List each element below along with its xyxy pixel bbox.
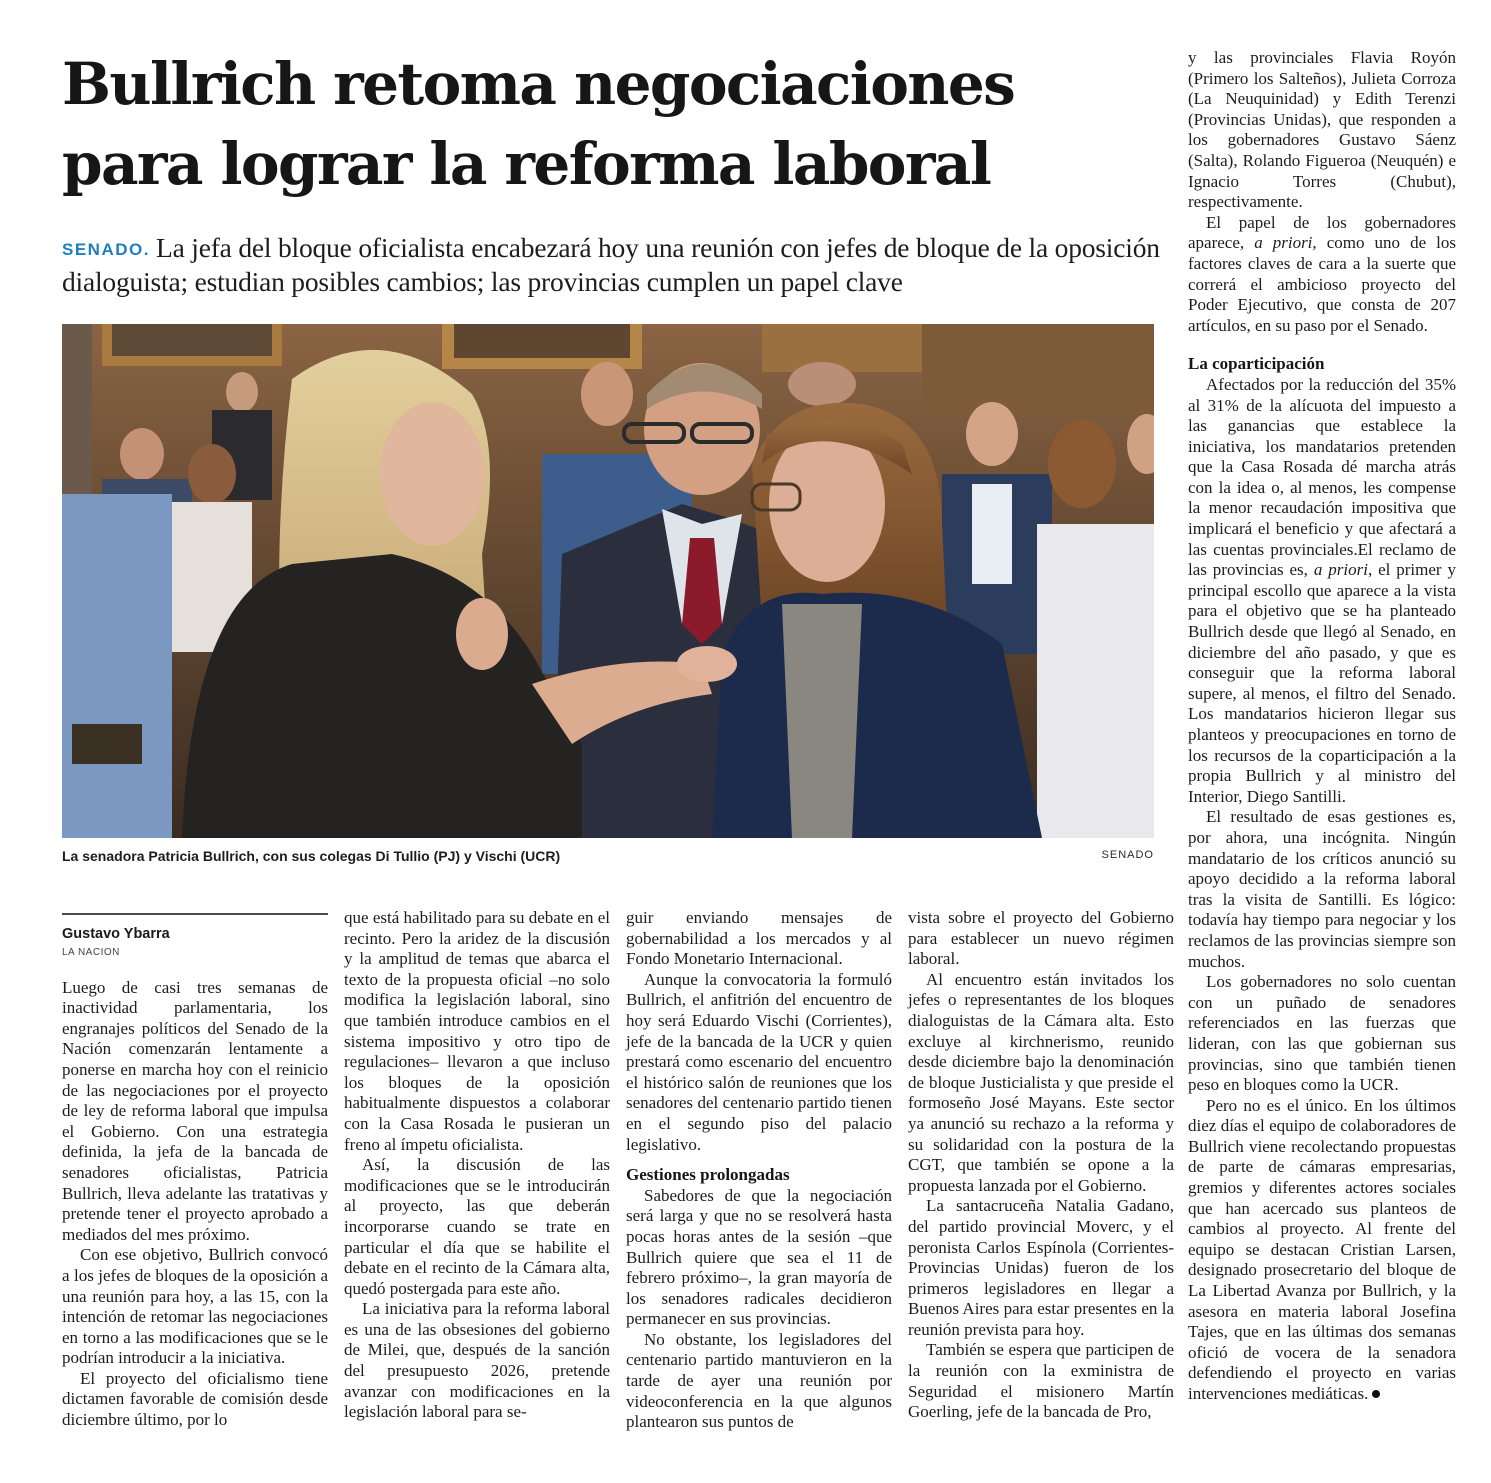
paragraph	[1188, 375, 1456, 807]
paragraph: Con ese objetivo, Bullrich convocó a los jefes de bloques de la oposición a una reunión para hoy, a las 15, con la intención de retomar las negociaciones en torno a las modificaciones que se le podrían introducir a la iniciativa.	[62, 1245, 328, 1368]
photo-illustration	[62, 324, 1154, 838]
text-run: Afectados por la reducción del 35% al 31% de la alícuota del impuesto a las ganancias que establece la iniciativa, los mandatarios pretenden que la Casa Rosada dé marcha atrás con la idea o, al menos, les compense la menor recaudación impositiva que implicará el beneficio y que afectará a las cuentas provinciales.El reclamo de las provincias es,	[1188, 374, 1456, 580]
paragraph: Aunque la convocatoria la formuló Bullrich, el anfitrión del encuentro de hoy será Eduardo Vischi (Corrientes), jefe de la bancada de la UCR y quien prestará como escenario del encuentro el histórico salón de reuniones que los senadores del centenario partido tienen en el segundo piso del palacio legislativo.	[626, 969, 892, 1154]
byline-rule	[62, 913, 328, 915]
paragraph: Sabedores de que la negociación será larga y que no se resolverá hasta pocas horas antes de la sesión –que Bullrich quiere que sea el 11 de febrero próximo–, la gran mayoría de los senadores radicales decidieron permanecer en sus provincias.	[626, 1185, 892, 1329]
headline-line-1: Bullrich retoma negociaciones	[62, 50, 1015, 118]
headline-line-2: para lograr la reforma laboral	[62, 130, 991, 198]
end-mark-icon	[1372, 1390, 1380, 1398]
body-column-3	[626, 908, 892, 1433]
paragraph: vista sobre el proyecto del Gobierno para establecer un nuevo régimen laboral.	[908, 908, 1174, 969]
deck-text: La jefa del bloque oficialista encabezará hoy una reunión con jefes de bloque de la oposición dialoguista; estudian posibles cambios; las provincias cumplen un papel clave	[62, 232, 1160, 297]
paragraph: Los gobernadores no solo cuentan con un puñado de senadores referenciados en las fuerzas que lideran, con las que gobiernan sus provincias, sino que también tienen peso en bloques como la UCR.	[1188, 972, 1456, 1095]
paragraph	[1188, 1096, 1456, 1405]
paragraph: El resultado de esas gestiones es, por ahora, una incógnita. Ningún mandatario de los críticos anunció su apoyo decidido a la reforma laboral tras la visita de Santilli. Es lógico: todavía hay tiempo para negociar y los reclamos de las provincias siempre son muchos.	[1188, 807, 1456, 971]
section-tag: SENADO.	[62, 240, 150, 259]
author-source: LA NACION	[62, 947, 120, 958]
photo-caption: La senadora Patricia Bullrich, con sus colegas Di Tullio (PJ) y Vischi (UCR)	[62, 848, 561, 864]
text-run: Pero no es el único. En los últimos diez días el equipo de colaboradores de Bullrich viene recolectando propuestas de parte de cámaras empresarias, gremios y diferentes actores sociales que han acercado sus planteos de cambios al proyecto. Al frente del equipo se destacan Cristian Larsen, designado prosecretario del bloque de La Libertad Avanza por Bullrich, y la asesora en materia laboral Josefina Tajes, que en las últimas dos semanas ofició de vocera de la senadora defendiendo el proyecto en varias intervenciones mediáticas.	[1188, 1095, 1456, 1403]
paragraph: guir enviando mensajes de gobernabilidad a los mercados y al Fondo Monetario Internacional.	[626, 908, 892, 969]
body-column-1	[62, 913, 328, 1431]
body-column-5	[1188, 48, 1456, 1405]
paragraph: El proyecto del oficialismo tiene dictamen favorable de comisión desde diciembre último, por lo	[62, 1368, 328, 1430]
paragraph: Al encuentro están invitados los jefes o representantes de los bloques dialoguistas de la Cámara alta. Esto excluye al kirchnerismo, reunido desde diciembre bajo la denominación de bloque Justicialista y que preside el formoseño José Mayans. Este sector ya anunció su rechazo a la reforma y su solidaridad con la postura de la CGT, que también se opone a la propuesta lanzada por el Gobierno.	[908, 969, 1174, 1195]
author-name: Gustavo Ybarra	[62, 926, 170, 942]
italic-text: a priori	[1313, 560, 1368, 580]
body-column-4	[908, 908, 1174, 1423]
text-run: El papel de los gobernadores aparece,	[1188, 212, 1456, 253]
text-run: , el primer y principal escollo que aparece a la vista para el objetivo que se ha planteado Bullrich desde que llegó al Senado, en diciembre del año pasado, y que es conseguir que la reforma laboral supere, al menos, el filtro del Senado. Los mandatarios hicieron llegar sus planteos y preocupaciones en torno de los recursos de la coparticipación a la propia Bullrich y al ministro del Interior, Diego Santilli.	[1188, 560, 1456, 806]
text-run: , como uno de los factores claves de cara a la suerte que correrá el ambicioso proyecto del Poder Ejecutivo, que consta de 207 artículos, en su paso por el Senado.	[1188, 233, 1457, 335]
subheading: Gestiones prolongadas	[626, 1165, 790, 1185]
subheading: La coparticipación	[1188, 354, 1325, 374]
paragraph: y las provinciales Flavia Royón (Primero los Salteños), Julieta Corroza (La Neuquinidad) y Edith Terenzi (Provincias Unidas), que responden a los gobernadores Gustavo Sáenz (Salta), Rolando Figueroa (Neuquén) e Ignacio Torres (Chubut), respectivamente.	[1188, 48, 1456, 212]
paragraph: Así, la discusión de las modificaciones que se le introducirán al proyecto, las que deberán incorporarse cuando se trate en particular el día que se habilite el debate en el recinto de la Cámara alta, quedó postergada para este año.	[344, 1155, 610, 1298]
paragraph: No obstante, los legisladores del centenario partido mantuvieron en la tarde de ayer una reunión por videoconferencia en la que algunos plantearon sus puntos de	[626, 1329, 892, 1432]
paragraph: que está habilitado para su debate en el recinto. Pero la aridez de la discusión y la amplitud de temas que abarca el texto de la propuesta oficial –no solo modifica la legislación laboral, sino que también introduce cambios en el sistema impositivo y otro tipo de regulaciones– llevaron a que incluso los bloques de la oposición habitualmente dispuestos a colaborar con la Casa Rosada le pusieran un freno al ímpetu oficialista.	[344, 908, 610, 1154]
body-column-2	[344, 908, 610, 1423]
paragraph: La iniciativa para la reforma laboral es una de las obsesiones del gobierno de Milei, que, después de la sanción del presupuesto 2026, pretende avanzar con modificaciones en la legislación laboral para se-	[344, 1299, 610, 1422]
article-photo	[62, 324, 1154, 838]
paragraph: La santacruceña Natalia Gadano, del partido provincial Moverc, y el peronista Carlos Espínola (Corrientes-Provincias Unidas) fueron de los primeros legisladores en llegar a Buenos Aires para estar presentes en la reunión prevista para hoy.	[908, 1196, 1174, 1339]
deck	[62, 232, 1172, 298]
headline	[62, 44, 1172, 204]
paragraph	[1188, 213, 1456, 337]
paragraph: También se espera que participen de la reunión con la exministra de Seguridad el misionero Martín Goerling, jefe de la bancada de Pro,	[908, 1340, 1174, 1422]
paragraph: Luego de casi tres semanas de inactividad parlamentaria, los engranajes políticos del Senado de la Nación comenzarán lentamente a ponerse en marcha hoy con el reinicio de las negociaciones por el proyecto de ley de reforma laboral que impulsa el Gobierno. Con una estrategia definida, la jefa de la bancada de senadores oficialistas, Patricia Bullrich, lleva adelante las tratativas y pretende tener el proyecto aprobado a mediados del mes próximo.	[62, 977, 328, 1244]
italic-text: a priori	[1254, 233, 1313, 253]
photo-credit: SENADO	[1101, 849, 1154, 861]
